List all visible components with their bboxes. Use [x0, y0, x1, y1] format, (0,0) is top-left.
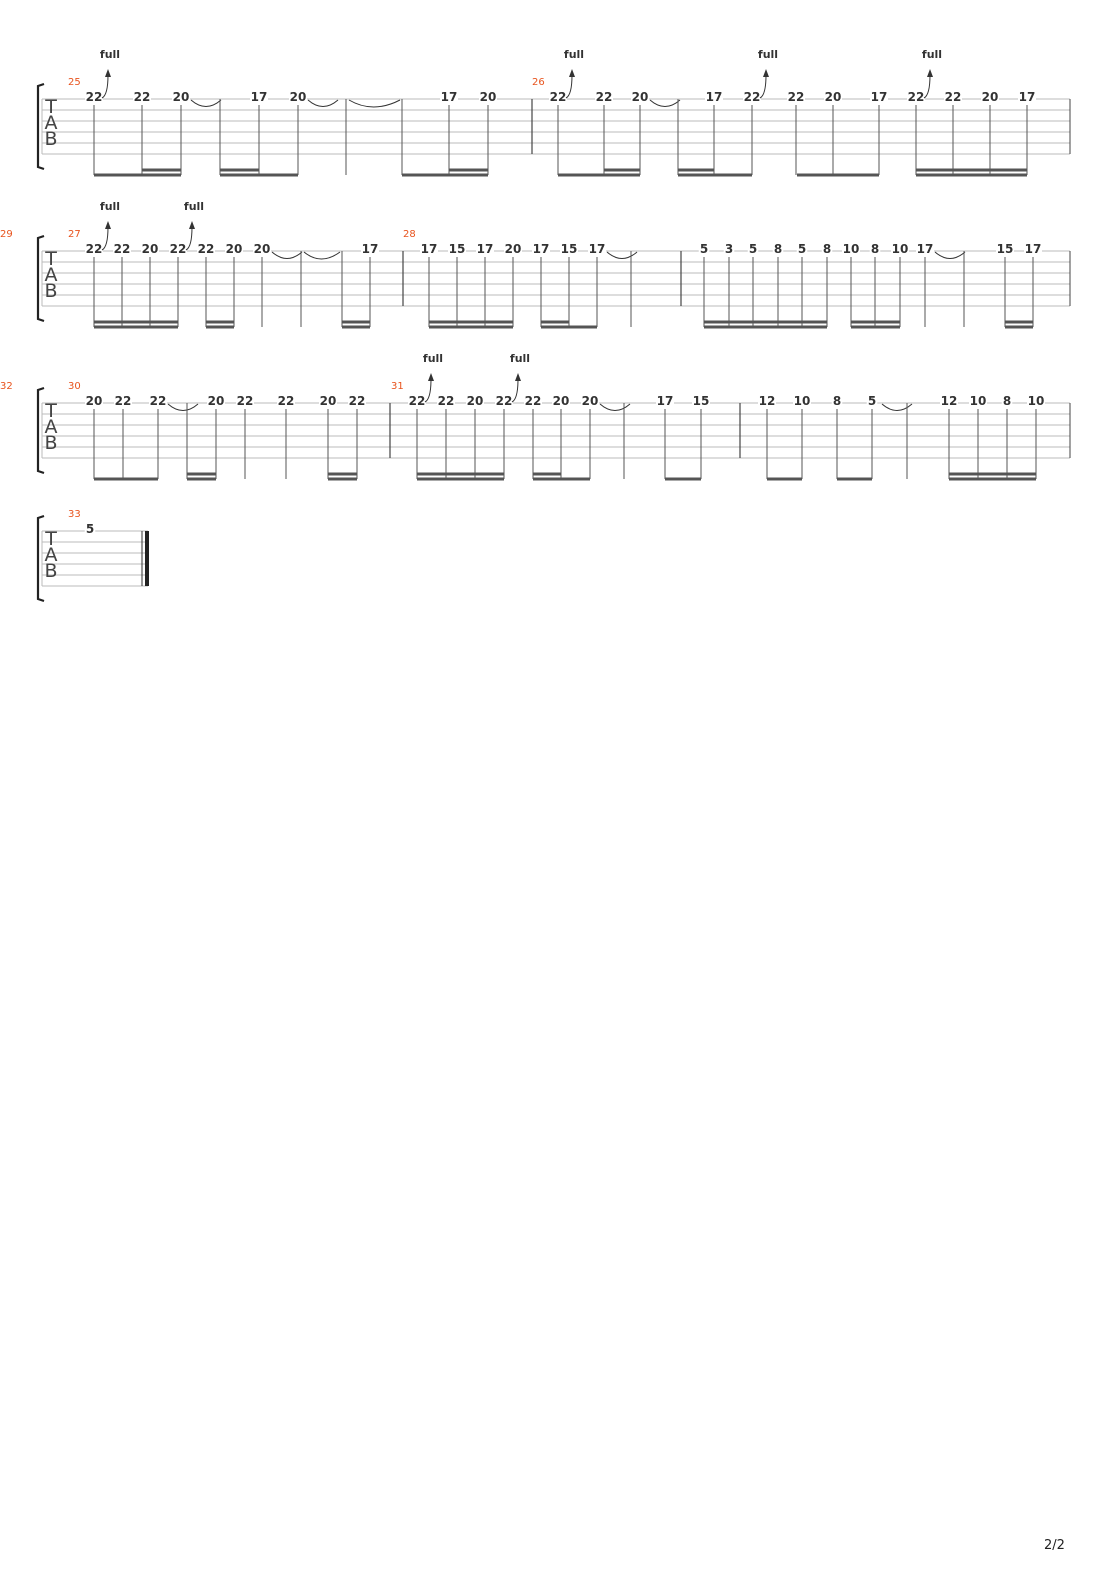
page-number: 2/2 [1044, 1538, 1065, 1553]
beam-primary [220, 174, 298, 177]
beam-secondary [220, 169, 259, 172]
tie-arc [650, 100, 680, 107]
fret-number: 20 [207, 394, 225, 408]
beam-secondary [142, 169, 181, 172]
bend-label: full [509, 352, 531, 365]
fret-number: 5 [699, 242, 709, 256]
fret-number: 17 [656, 394, 674, 408]
fret-number: 10 [793, 394, 811, 408]
fret-number: 17 [588, 242, 606, 256]
fret-number: 5 [867, 394, 877, 408]
tie-arc [304, 252, 340, 259]
fret-number: 22 [944, 90, 962, 104]
beam-primary [797, 174, 879, 177]
fret-number: 20 [631, 90, 649, 104]
beam-secondary [678, 169, 714, 172]
fret-number: 22 [495, 394, 513, 408]
tab-system-1 [38, 48, 1070, 177]
bend-arrowhead [428, 373, 434, 381]
fret-number: 5 [748, 242, 758, 256]
beam-primary [678, 174, 752, 177]
fret-number: 22 [408, 394, 426, 408]
tab-clef-letter: B [44, 560, 58, 582]
fret-number: 20 [319, 394, 337, 408]
fret-number: 15 [996, 242, 1014, 256]
beam-primary [342, 326, 370, 329]
tie-arc [191, 100, 221, 107]
fret-number: 12 [758, 394, 776, 408]
beam-primary [94, 478, 158, 481]
fret-number: 10 [891, 242, 909, 256]
fret-number: 20 [225, 242, 243, 256]
tie-arc [168, 404, 198, 411]
beam-primary [837, 478, 872, 481]
beam-primary [187, 478, 216, 481]
beam-secondary [533, 473, 561, 476]
tie-arc [272, 252, 302, 259]
beam-primary [1005, 326, 1033, 329]
beam-secondary [916, 169, 1027, 172]
beam-primary [94, 326, 178, 329]
bend-label: full [422, 352, 444, 365]
bend-label: full [921, 48, 943, 61]
fret-number: 3 [724, 242, 734, 256]
system-bracket [38, 516, 44, 601]
fret-number: 20 [581, 394, 599, 408]
tab-clef-letter: B [44, 432, 58, 454]
bend-arrowhead [105, 69, 111, 77]
fret-number: 20 [466, 394, 484, 408]
beam-secondary [449, 169, 488, 172]
fret-number: 20 [552, 394, 570, 408]
fret-number: 8 [870, 242, 880, 256]
beam-secondary [704, 321, 827, 324]
fret-number: 20 [85, 394, 103, 408]
beam-primary [533, 478, 590, 481]
fret-number: 8 [832, 394, 842, 408]
tie-arc [935, 252, 965, 259]
fret-number: 22 [549, 90, 567, 104]
measure-number: 29 [0, 229, 13, 240]
bend-label: full [563, 48, 585, 61]
fret-number: 10 [842, 242, 860, 256]
fret-number: 15 [560, 242, 578, 256]
fret-number: 17 [250, 90, 268, 104]
fret-number: 17 [361, 242, 379, 256]
fret-number: 22 [787, 90, 805, 104]
beam-secondary [541, 321, 569, 324]
system-bracket [38, 388, 44, 473]
tab-clef-letter: T [45, 528, 57, 550]
measure-number: 28 [403, 229, 416, 240]
fret-number: 15 [448, 242, 466, 256]
beam-primary [916, 174, 1027, 177]
tab-clef-letter: T [45, 248, 57, 270]
fret-number: 17 [532, 242, 550, 256]
fret-number: 22 [85, 90, 103, 104]
tab-system-3 [0, 352, 1070, 481]
fret-number: 20 [289, 90, 307, 104]
beam-secondary [604, 169, 640, 172]
fret-number: 20 [141, 242, 159, 256]
measure-number: 32 [0, 381, 13, 392]
measure-number: 31 [391, 381, 404, 392]
beam-secondary [1005, 321, 1033, 324]
fret-number: 10 [1027, 394, 1045, 408]
beam-secondary [949, 473, 1036, 476]
fret-number: 5 [85, 522, 95, 536]
bend-label: full [183, 200, 205, 213]
beam-primary [541, 326, 597, 329]
fret-number: 20 [981, 90, 999, 104]
fret-number: 22 [197, 242, 215, 256]
bend-arrowhead [189, 221, 195, 229]
fret-number: 22 [169, 242, 187, 256]
beam-primary [665, 478, 701, 481]
tie-arc [600, 404, 630, 411]
measure-number: 26 [532, 77, 545, 88]
tab-clef-letter: T [45, 400, 57, 422]
measure-number: 30 [68, 381, 81, 392]
fret-number: 20 [479, 90, 497, 104]
beam-primary [704, 326, 827, 329]
fret-number: 22 [133, 90, 151, 104]
beam-primary [94, 174, 181, 177]
fret-number: 17 [1024, 242, 1042, 256]
final-barline-thick [145, 531, 149, 586]
bend-label: full [99, 200, 121, 213]
fret-number: 20 [824, 90, 842, 104]
fret-number: 17 [476, 242, 494, 256]
fret-number: 8 [1002, 394, 1012, 408]
beam-primary [558, 174, 640, 177]
system-bracket [38, 84, 44, 169]
fret-number: 20 [172, 90, 190, 104]
measure-number: 25 [68, 77, 81, 88]
beam-primary [767, 478, 802, 481]
fret-number: 22 [113, 242, 131, 256]
fret-number: 8 [773, 242, 783, 256]
fret-number: 22 [348, 394, 366, 408]
fret-number: 20 [253, 242, 271, 256]
fret-number: 12 [940, 394, 958, 408]
fret-number: 22 [277, 394, 295, 408]
bend-arrowhead [569, 69, 575, 77]
bend-arrowhead [927, 69, 933, 77]
fret-number: 15 [692, 394, 710, 408]
fret-number: 22 [149, 394, 167, 408]
tab-system-4 [38, 509, 149, 601]
bend-arrowhead [515, 373, 521, 381]
beam-secondary [328, 473, 357, 476]
beam-secondary [851, 321, 900, 324]
beam-secondary [187, 473, 216, 476]
beam-secondary [206, 321, 234, 324]
fret-number: 17 [916, 242, 934, 256]
beam-primary [417, 478, 504, 481]
measure-number: 27 [68, 229, 81, 240]
tab-clef-letter: A [44, 112, 58, 134]
fret-number: 22 [524, 394, 542, 408]
tab-clef-letter: A [44, 264, 58, 286]
bend-arrowhead [105, 221, 111, 229]
fret-number: 22 [437, 394, 455, 408]
fret-number: 22 [236, 394, 254, 408]
fret-number: 17 [440, 90, 458, 104]
fret-number: 22 [907, 90, 925, 104]
fret-number: 17 [420, 242, 438, 256]
tie-arc [607, 252, 637, 259]
tab-clef-letter: A [44, 416, 58, 438]
tab-system-2 [0, 200, 1070, 329]
tie-arc [308, 100, 338, 107]
fret-number: 20 [504, 242, 522, 256]
tie-arc [349, 100, 400, 107]
bend-label: full [757, 48, 779, 61]
beam-secondary [429, 321, 513, 324]
fret-number: 5 [797, 242, 807, 256]
tab-clef-letter: B [44, 280, 58, 302]
beam-primary [949, 478, 1036, 481]
fret-number: 22 [114, 394, 132, 408]
beam-primary [206, 326, 234, 329]
fret-number: 8 [822, 242, 832, 256]
bend-arrowhead [763, 69, 769, 77]
tab-clef-letter: T [45, 96, 57, 118]
fret-number: 22 [595, 90, 613, 104]
beam-secondary [94, 321, 178, 324]
tab-clef-letter: A [44, 544, 58, 566]
beam-primary [851, 326, 900, 329]
tab-clef-letter: B [44, 128, 58, 150]
fret-number: 22 [85, 242, 103, 256]
bend-label: full [99, 48, 121, 61]
fret-number: 17 [1018, 90, 1036, 104]
measure-number: 33 [68, 509, 81, 520]
beam-primary [429, 326, 513, 329]
fret-number: 10 [969, 394, 987, 408]
fret-number: 22 [743, 90, 761, 104]
beam-primary [402, 174, 488, 177]
beam-primary [328, 478, 357, 481]
fret-number: 17 [705, 90, 723, 104]
fret-number: 17 [870, 90, 888, 104]
beam-secondary [417, 473, 504, 476]
beam-secondary [342, 321, 370, 324]
system-bracket [38, 236, 44, 321]
